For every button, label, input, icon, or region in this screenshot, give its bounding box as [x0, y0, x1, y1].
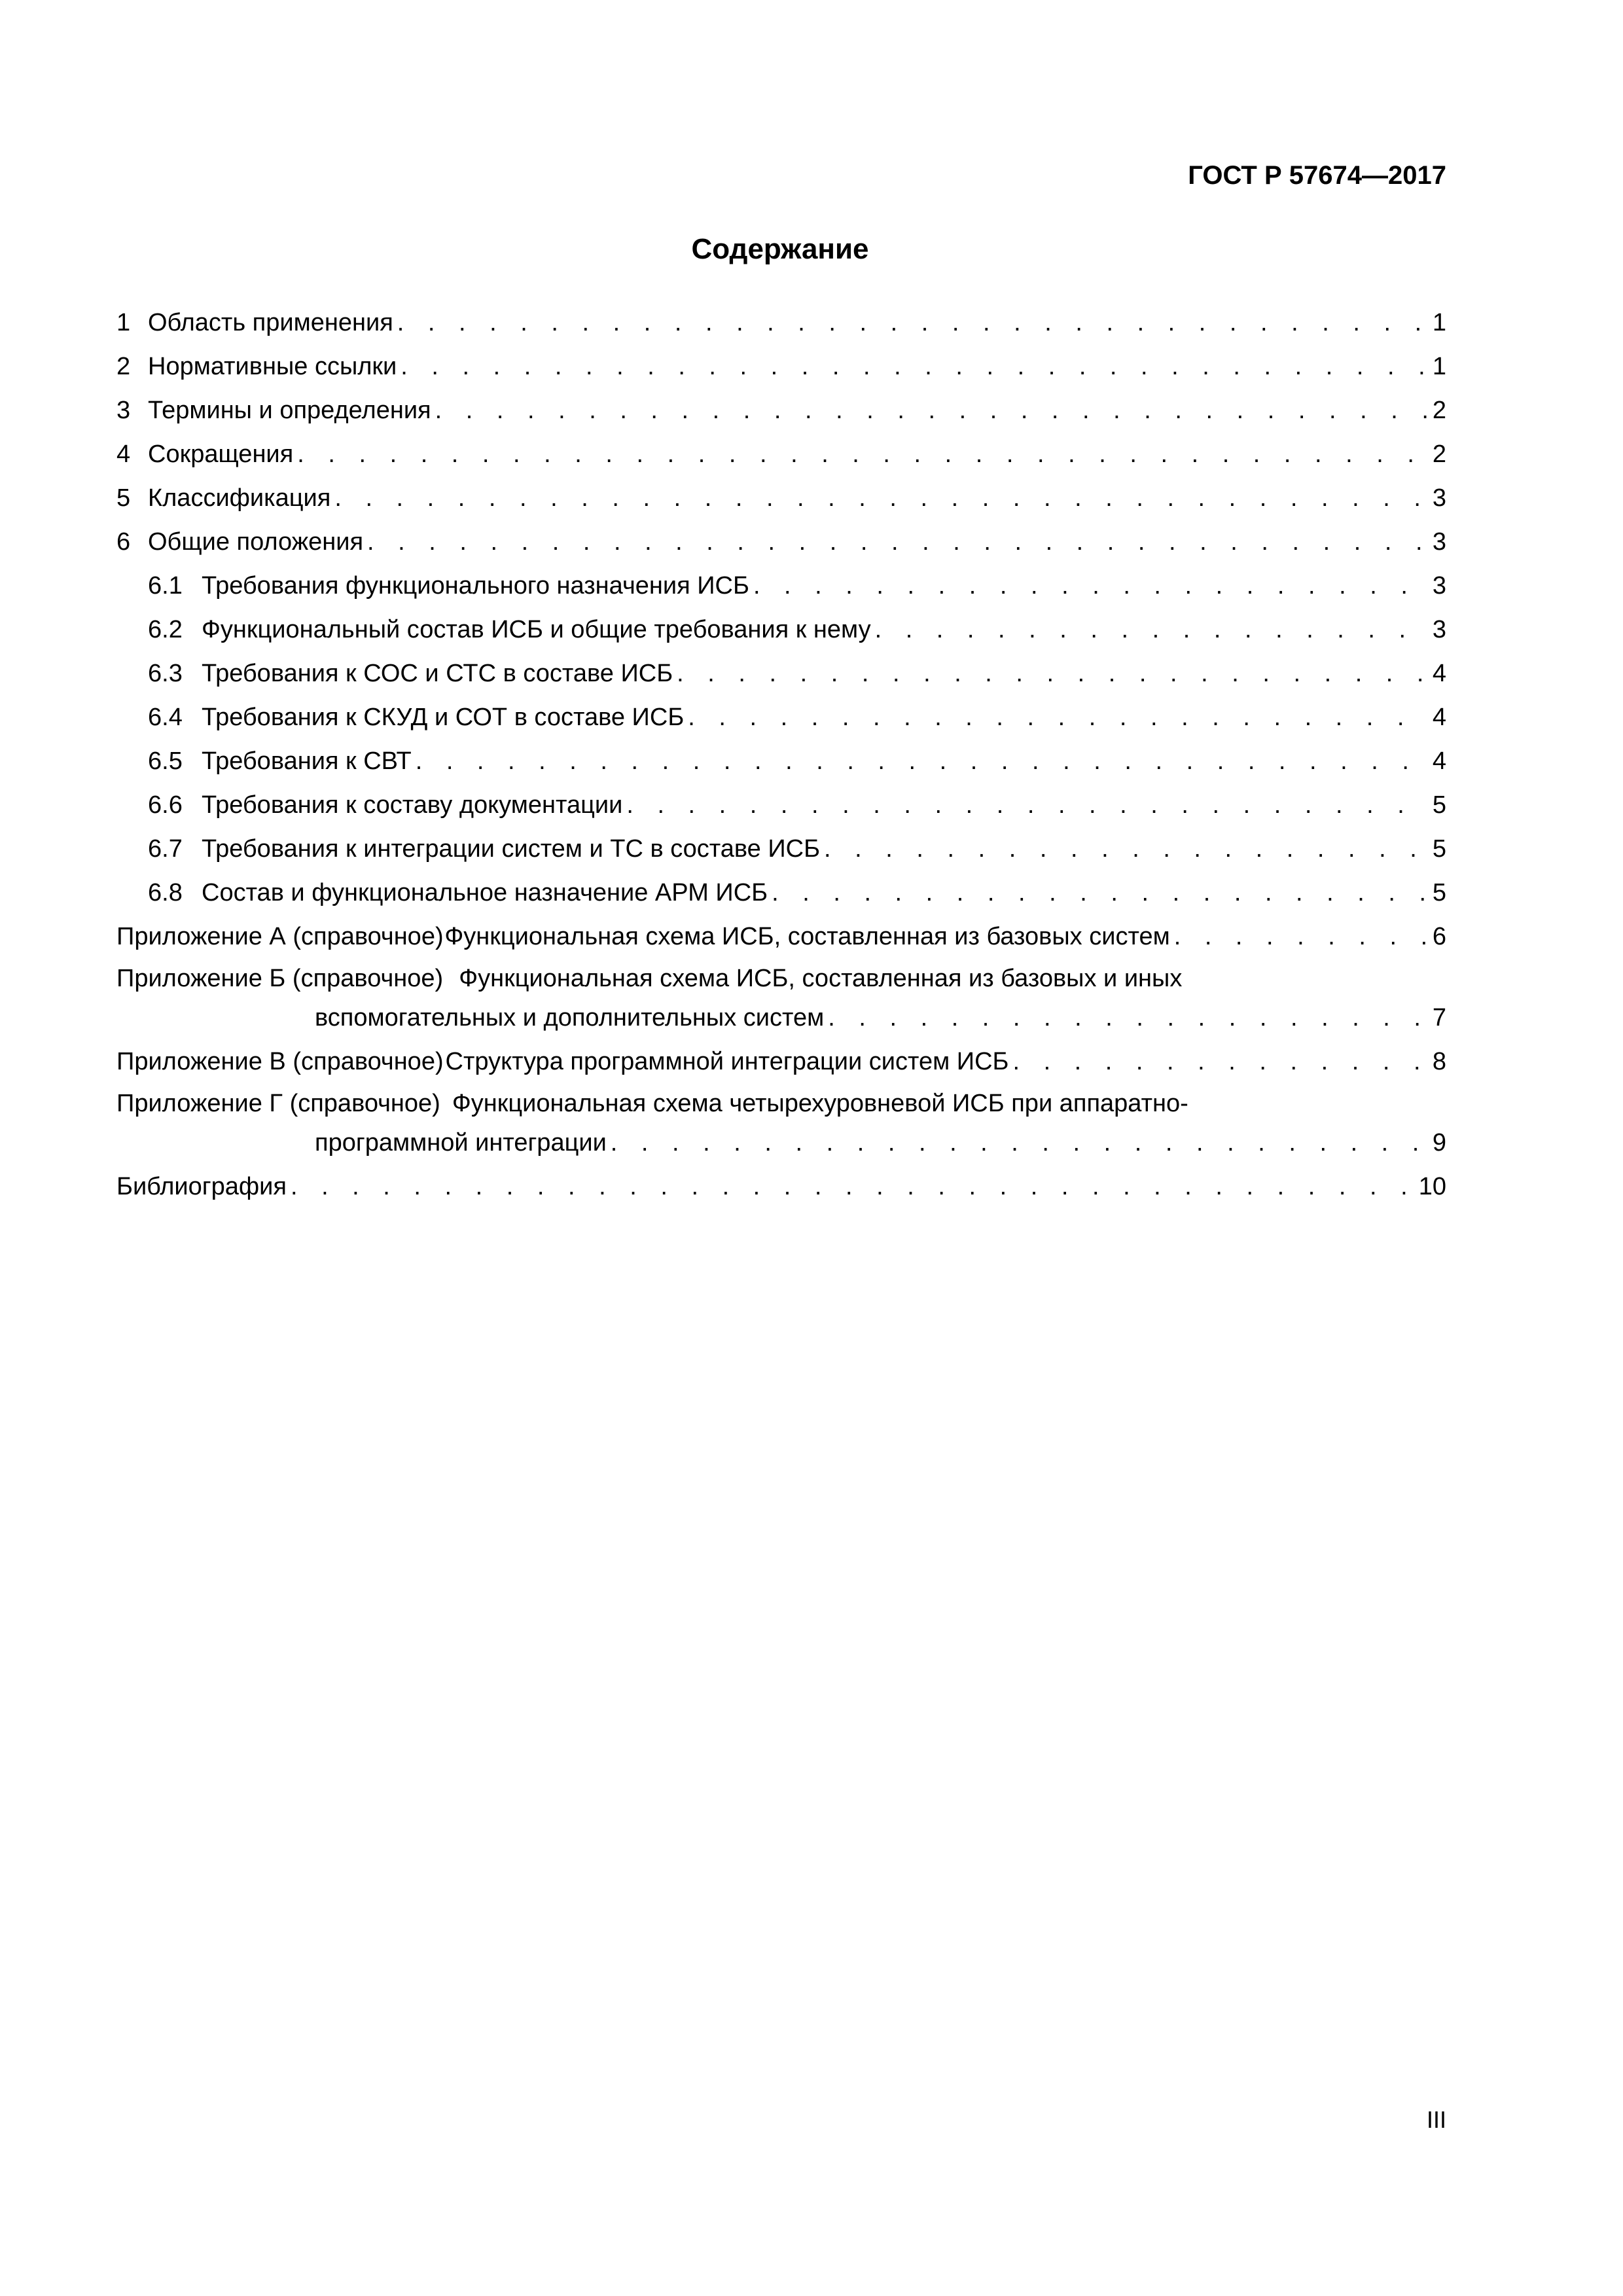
dot-leader [677, 652, 1427, 696]
toc-entry-number: 6.1 [148, 572, 183, 600]
toc-entry-page: 3 [1432, 572, 1446, 600]
toc-entry-page: 7 [1432, 1004, 1446, 1031]
toc-entry-page: 5 [1432, 879, 1446, 906]
toc-entry-page: 4 [1432, 660, 1446, 687]
toc-entry-6-7[interactable] [116, 827, 1446, 871]
table-of-contents [116, 301, 1446, 1209]
toc-entry-page: 4 [1432, 747, 1446, 775]
toc-entry-page: 8 [1432, 1048, 1446, 1075]
dot-leader [397, 301, 1427, 345]
toc-entry-1[interactable] [116, 301, 1446, 345]
toc-entry-6-6[interactable] [116, 783, 1446, 827]
appendix-prefix: Приложение А (справочное) [116, 923, 444, 950]
toc-entry-label: Библиография [116, 1173, 287, 1200]
dot-leader [367, 520, 1427, 564]
toc-entry-number: 6.6 [148, 791, 183, 819]
dot-leader [824, 827, 1427, 871]
toc-entry-page: 5 [1432, 835, 1446, 863]
toc-entry-appendix-g[interactable] [116, 1084, 1446, 1165]
toc-entry-6-4[interactable] [116, 696, 1446, 740]
toc-entry-number: 5 [116, 484, 131, 512]
toc-entry-number: 3 [116, 397, 131, 424]
toc-entry-label: Требования к СКУД и СОТ в составе ИСБ [202, 704, 685, 731]
toc-entry-number: 2 [116, 353, 131, 380]
toc-title: Содержание [691, 233, 869, 265]
dot-leader [828, 998, 1427, 1037]
toc-entry-label: Функциональный состав ИСБ и общие требования к нему [202, 616, 871, 643]
toc-entry-label: Сокращения [148, 440, 294, 468]
dot-leader [1012, 1040, 1427, 1084]
toc-entry-label: Требования функционального назначения ИСБ [202, 572, 749, 600]
dot-leader [611, 1123, 1427, 1162]
toc-entry-page: 6 [1432, 923, 1446, 950]
toc-entry-label: Область применения [148, 309, 393, 336]
toc-entry-page: 1 [1432, 353, 1446, 380]
toc-entry-page: 2 [1432, 440, 1446, 468]
dot-leader [772, 871, 1427, 915]
appendix-title-continued: программной интеграции [315, 1129, 607, 1157]
toc-entry-page: 9 [1432, 1129, 1446, 1157]
toc-entry-label: Требования к составу документации [202, 791, 623, 819]
toc-entry-3[interactable] [116, 389, 1446, 433]
toc-entry-label: Классификация [148, 484, 331, 512]
appendix-prefix: Приложение Г (справочное) [116, 1090, 440, 1117]
dot-leader [688, 696, 1427, 740]
toc-entry-number: 6.8 [148, 879, 183, 906]
toc-entry-page: 3 [1432, 484, 1446, 512]
page-number: III [1426, 2106, 1446, 2133]
dot-leader [334, 476, 1427, 520]
toc-entry-6-8[interactable] [116, 871, 1446, 915]
toc-entry-page: 3 [1432, 528, 1446, 556]
toc-entry-label: Требования к интеграции систем и ТС в составе ИСБ [202, 835, 821, 863]
toc-entry-page: 5 [1432, 791, 1446, 819]
toc-entry-label: Состав и функциональное назначение АРМ ИСБ [202, 879, 768, 906]
toc-entry-number: 6.7 [148, 835, 183, 863]
toc-entry-page: 4 [1432, 704, 1446, 731]
toc-entry-number: 6.5 [148, 747, 183, 775]
dot-leader [1174, 915, 1427, 959]
toc-entry-appendix-v[interactable] [116, 1040, 1446, 1084]
dot-leader [291, 1165, 1415, 1209]
appendix-prefix: Приложение Б (справочное) [116, 965, 444, 992]
dot-leader [626, 783, 1427, 827]
appendix-title: Структура программной интеграции систем ИСБ [445, 1048, 1009, 1075]
toc-entry-page: 1 [1432, 309, 1446, 336]
toc-entry-number: 6.2 [148, 616, 183, 643]
appendix-title: Функциональная схема ИСБ, составленная из базовых и иных [459, 965, 1183, 992]
toc-entry-6-2[interactable] [116, 608, 1446, 652]
toc-entry-2[interactable] [116, 345, 1446, 389]
toc-entry-6-3[interactable] [116, 652, 1446, 696]
toc-entry-4[interactable] [116, 433, 1446, 476]
toc-entry-page: 10 [1418, 1173, 1446, 1200]
toc-entry-5[interactable] [116, 476, 1446, 520]
toc-entry-number: 1 [116, 309, 131, 336]
toc-entry-number: 6 [116, 528, 131, 556]
dot-leader [401, 345, 1427, 389]
toc-entry-6[interactable] [116, 520, 1446, 564]
toc-entry-appendix-b[interactable] [116, 959, 1446, 1040]
appendix-title-continued: вспомогательных и дополнительных систем [315, 1004, 825, 1031]
appendix-title: Функциональная схема ИСБ, составленная из базовых систем [444, 923, 1170, 950]
dot-leader [875, 608, 1427, 652]
toc-entry-6-1[interactable] [116, 564, 1446, 608]
toc-entry-page: 2 [1432, 397, 1446, 424]
toc-entry-number: 6.3 [148, 660, 183, 687]
toc-entry-label: Требования к СВТ [202, 747, 412, 775]
toc-entry-number: 6.4 [148, 704, 183, 731]
appendix-prefix: Приложение В (справочное) [116, 1048, 444, 1075]
toc-entry-6-5[interactable] [116, 740, 1446, 783]
dot-leader [435, 389, 1427, 433]
toc-entry-page: 3 [1432, 616, 1446, 643]
dot-leader [416, 740, 1427, 783]
dot-leader [297, 433, 1427, 476]
appendix-title: Функциональная схема четырехуровневой ИСБ при аппаратно- [452, 1090, 1188, 1117]
standard-id: ГОСТ Р 57674—2017 [1188, 161, 1446, 190]
toc-entry-number: 4 [116, 440, 131, 468]
toc-entry-label: Нормативные ссылки [148, 353, 397, 380]
toc-entry-appendix-a[interactable] [116, 915, 1446, 959]
dot-leader [753, 564, 1427, 608]
toc-entry-bibliography[interactable] [116, 1165, 1446, 1209]
toc-entry-label: Термины и определения [148, 397, 431, 424]
toc-entry-label: Общие положения [148, 528, 364, 556]
toc-entry-label: Требования к СОС и СТС в составе ИСБ [202, 660, 673, 687]
